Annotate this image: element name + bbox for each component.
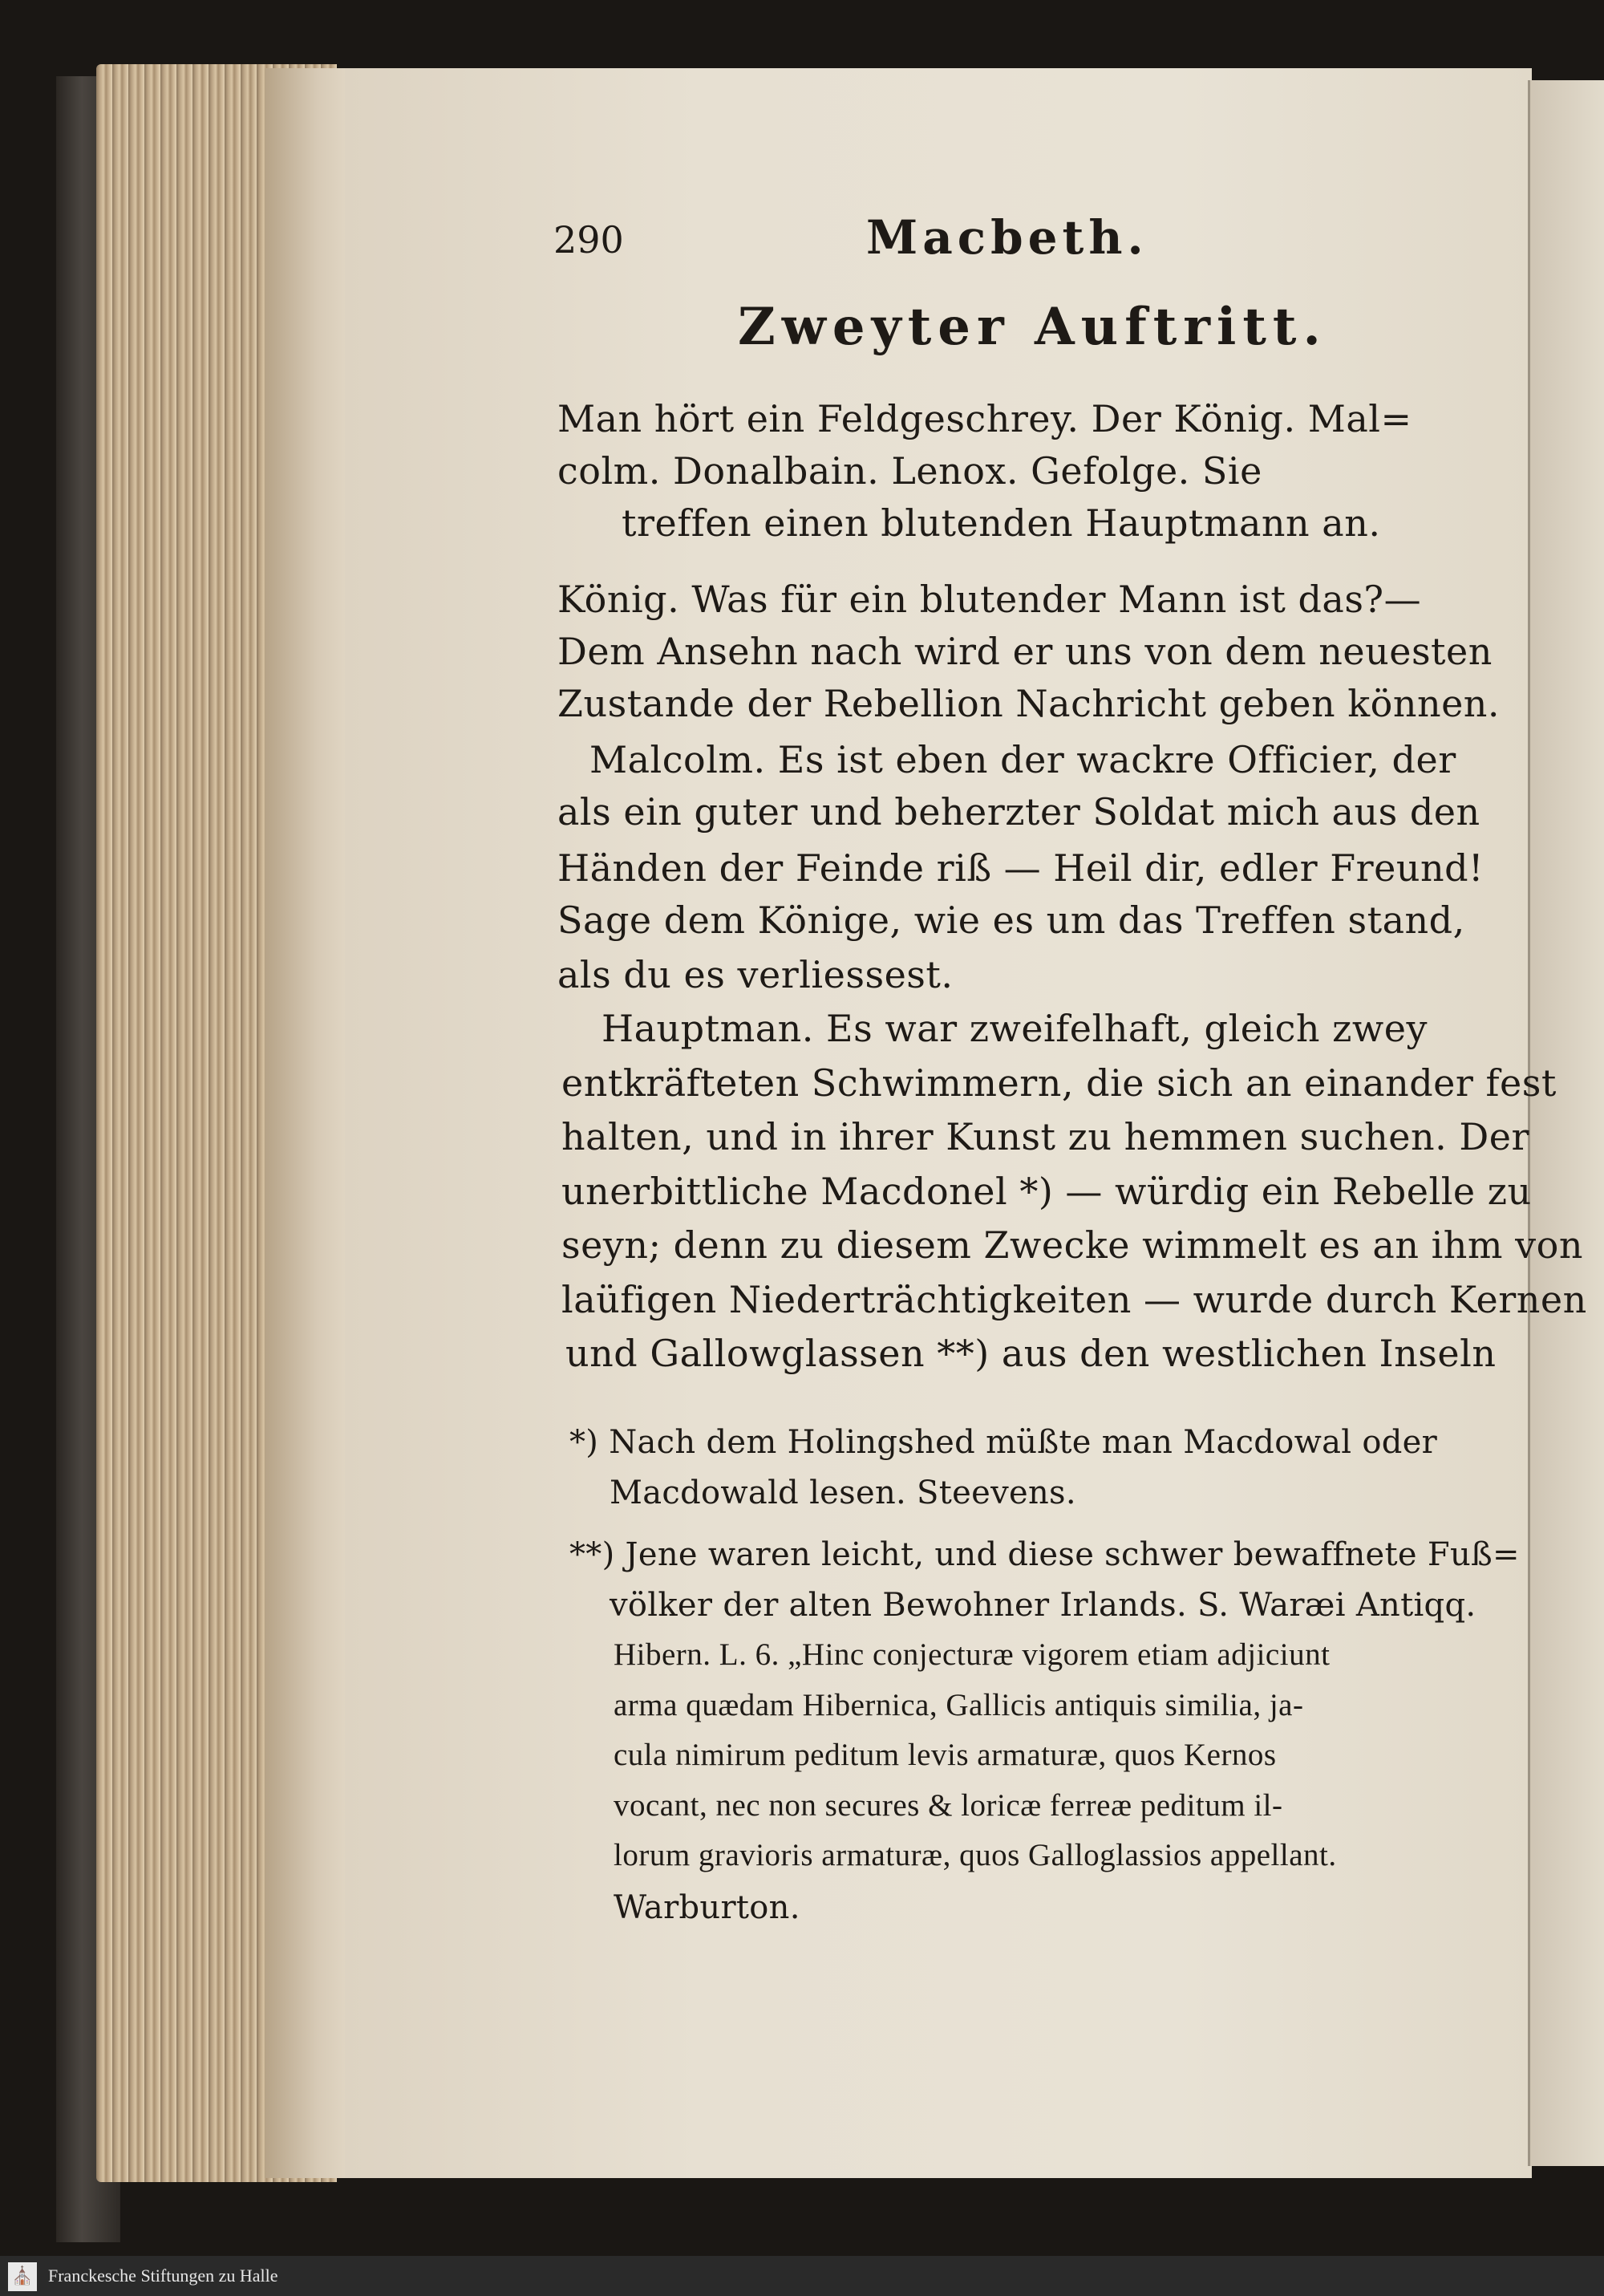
body-line: laüfigen Niederträchtigkeiten — wurde durch Kernen: [561, 1278, 1587, 1321]
body-line: Dem Ansehn nach wird er uns von dem neuesten: [557, 630, 1493, 673]
stage-direction-line: colm. Donalbain. Lenox. Gefolge. Sie: [557, 449, 1262, 493]
footnote-line: Hibern. L. 6. „Hinc conjecturæ vigorem etiam adjiciunt: [614, 1637, 1331, 1672]
page-gutter: [265, 68, 353, 2178]
page-number: 290: [553, 218, 624, 262]
facing-page-edge: [1528, 80, 1604, 2166]
foundation-crest-icon: ⛪: [8, 2262, 37, 2291]
body-line: unerbittliche Macdonel *) — würdig ein Rebelle zu: [561, 1170, 1532, 1213]
stage-direction-line: treffen einen blutenden Hauptmann an.: [622, 501, 1381, 545]
footnote-line: vocant, nec non secures & loricæ ferreæ peditum il-: [614, 1788, 1283, 1823]
footnote-line: Warburton.: [614, 1889, 800, 1926]
footnote-line: völker der alten Bewohner Irlands. S. Waræi Antiqq.: [610, 1587, 1476, 1624]
body-line: als du es verliessest.: [557, 953, 954, 996]
body-line: als ein guter und beherzter Soldat mich aus den: [557, 790, 1480, 834]
body-line: Malcolm. Es ist eben der wackre Officier, der: [589, 738, 1456, 781]
body-line: Zustande der Rebellion Nachricht geben können.: [557, 682, 1501, 725]
footnote-line: cula nimirum peditum levis armaturæ, quos Kernos: [614, 1738, 1277, 1772]
footnote-line: Macdowald lesen. Steevens.: [610, 1475, 1076, 1511]
footnote-line: *) Nach dem Holingshed müßte man Macdowal oder: [569, 1424, 1438, 1461]
running-title: Macbeth.: [866, 210, 1148, 265]
footnote-line: **) Jene waren leicht, und diese schwer bewaffnete Fuß=: [569, 1536, 1520, 1573]
body-line: und Gallowglassen **) aus den westlichen Inseln: [565, 1332, 1497, 1375]
body-line: seyn; denn zu diesem Zwecke wimmelt es an ihm von: [561, 1223, 1583, 1267]
body-line: König. Was für ein blutender Mann ist das?—: [557, 578, 1422, 621]
footer-institution: Franckesche Stiftungen zu Halle: [48, 2266, 278, 2286]
footnote-line: arma quædam Hibernica, Gallicis antiquis similia, ja-: [614, 1688, 1304, 1722]
stage-direction-line: Man hört ein Feldgeschrey. Der König. Mal=: [557, 397, 1412, 440]
footnote-line: lorum gravioris armaturæ, quos Galloglassios appellant.: [614, 1838, 1337, 1872]
body-line: halten, und in ihrer Kunst zu hemmen suchen. Der: [561, 1115, 1529, 1158]
body-line: Händen der Feinde riß — Heil dir, edler Freund!: [557, 846, 1485, 890]
scene-heading: Zweyter Auftritt.: [738, 297, 1327, 357]
body-line: Hauptman. Es war zweifelhaft, gleich zwey: [602, 1007, 1428, 1050]
body-line: Sage dem Könige, wie es um das Treffen stand,: [557, 899, 1465, 942]
body-line: entkräfteten Schwimmern, die sich an einander fest: [561, 1061, 1557, 1105]
